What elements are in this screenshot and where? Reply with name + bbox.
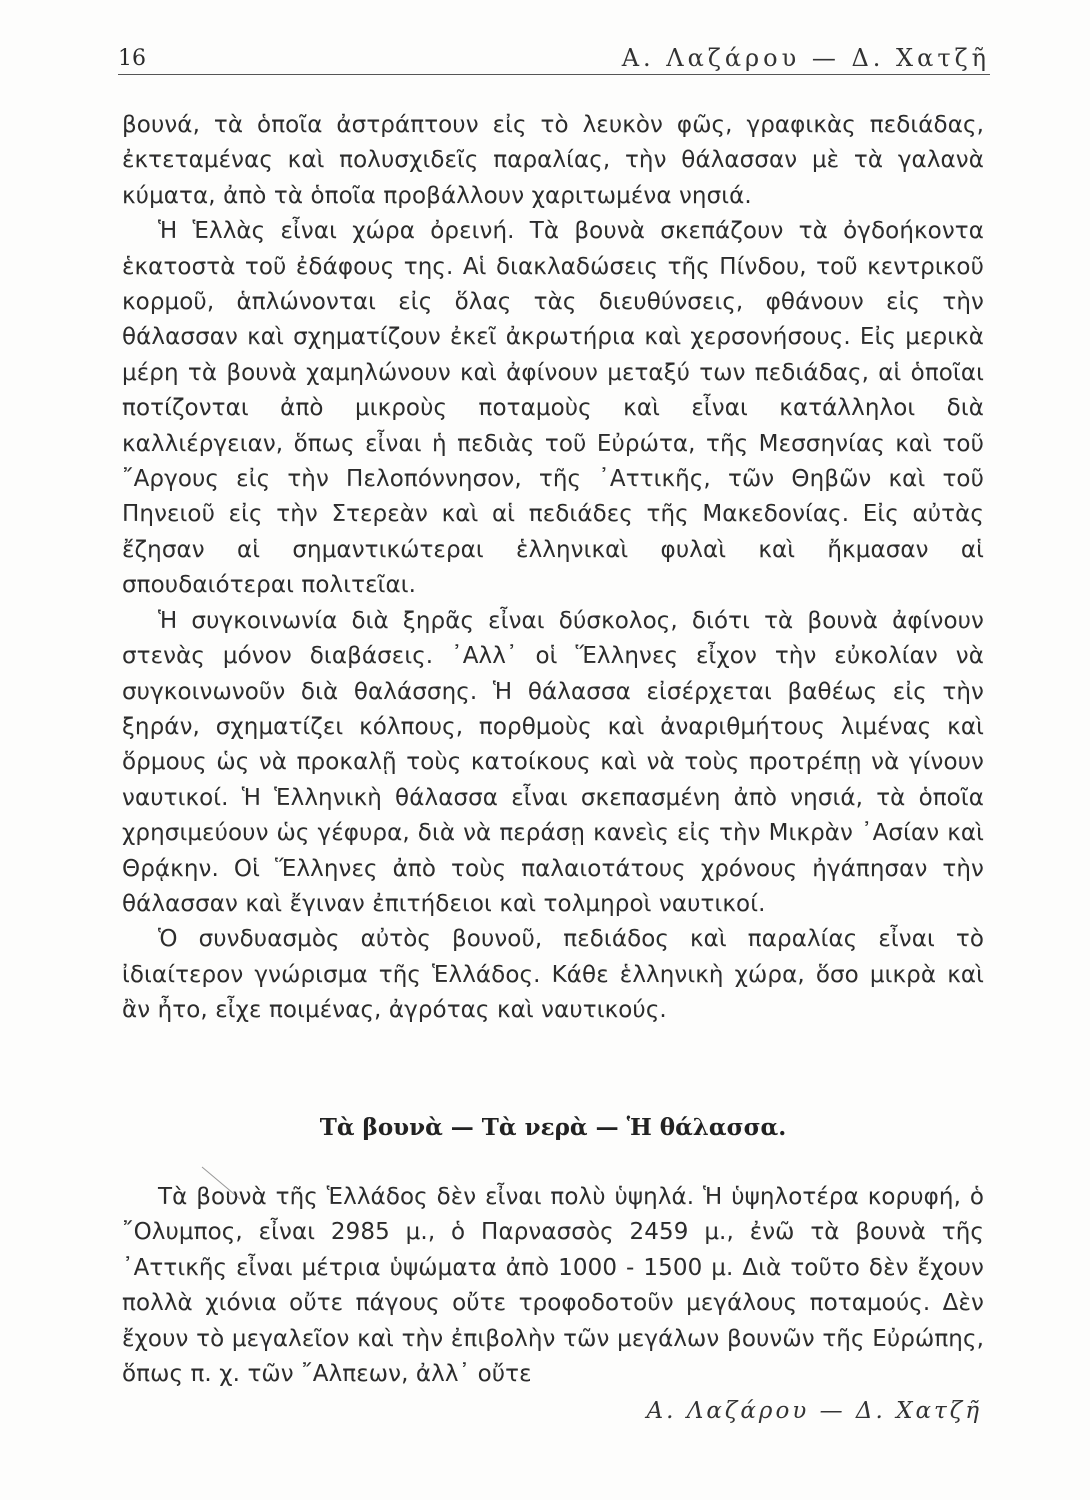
page-header bbox=[118, 40, 990, 80]
section-title: Τὰ βουνὰ — Τὰ νερὰ — Ἡ θάλασσα. bbox=[319, 1114, 787, 1141]
body-text bbox=[122, 108, 984, 1029]
page-number: 16 bbox=[118, 46, 146, 71]
paragraph: βουνά, τὰ ὁποῖα ἀστράπτουν εἰς τὸ λευκὸν φῶς, γραφικὰς πεδιάδας, ἐκτεταμένας καὶ πολυσχιδεῖς παραλίας, τὴν θάλασσαν μὲ τὰ γαλανὰ κύματα, ἀπὸ τὰ ὁποῖα προβάλλουν χαριτωμένα νησιά. bbox=[122, 112, 984, 209]
section-body-text bbox=[122, 1180, 984, 1392]
header-rule bbox=[118, 74, 990, 75]
paragraph: Ὁ συνδυασμὸς αὐτὸς βουνοῦ, πεδιάδος καὶ παραλίας εἶναι τὸ ἰδιαίτερον γνώρισμα τῆς Ἑλλάδος. Κάθε ἑλληνικὴ χώρα, ὅσο μικρὰ καὶ ἂν ἦτο, εἶχε ποιμένας, ἀγρότας καὶ ναυτικούς. bbox=[122, 926, 984, 1024]
running-head: Α. Λαζάρου — Δ. Χατζῆ bbox=[621, 44, 990, 72]
footer-signature: Α. Λαζάρου — Δ. Χατζῆ bbox=[646, 1398, 982, 1424]
paragraph: Ἡ Ἑλλὰς εἶναι χώρα ὀρεινή. Τὰ βουνὰ σκεπάζουν τὰ ὀγδοήκοντα ἑκατοστὰ τοῦ ἐδάφους της. Αἱ διακλαδώσεις τῆς Πίνδου, τοῦ κεντρικοῦ κορμοῦ, ἁπλώνονται εἰς ὅλας τὰς διευθύνσεις, φθάνουν εἰς τὴν θάλασσαν καὶ σχηματίζουν ἐκεῖ ἀκρωτήρια καὶ χερσονήσους. Εἰς μερικὰ μέρη τὰ βουνὰ χαμηλώνουν καὶ ἀφίνουν μεταξύ των πεδιάδας, αἱ ὁποῖαι ποτίζονται ἀπὸ μικροὺς ποταμοὺς καὶ εἶναι κατάλληλοι διὰ καλλιέργειαν, ὅπως εἶναι ἡ πεδιὰς τοῦ Εὐρώτα, τῆς Μεσσηνίας καὶ τοῦ ῎Αργους εἰς τὴν Πελοπόννησον, τῆς ᾿Αττικῆς, τῶν Θηβῶν καὶ τοῦ Πηνειοῦ εἰς τὴν Στερεὰν καὶ αἱ πεδιάδες τῆς Μακεδονίας. Εἰς αὐτὰς ἔζησαν αἱ σημαντικώτεραι ἑλληνικαὶ φυλαὶ καὶ ἤκμασαν αἱ σπουδαιότεραι πολιτεῖαι. bbox=[122, 218, 984, 599]
paragraph: Ἡ συγκοινωνία διὰ ξηρᾶς εἶναι δύσκολος, διότι τὰ βουνὰ ἀφίνουν στενὰς μόνον διαβάσεις. ᾿Αλλ᾿ οἱ Ἕλληνες εἶχον τὴν εὐκολίαν νὰ συγκοινωνοῦν διὰ θαλάσσης. Ἡ θάλασσα εἰσέρχεται βαθέως εἰς τὴν ξηράν, σχηματίζει κόλπους, πορθμοὺς καὶ ἀναριθμήτους λιμένας καὶ ὅρμους ὡς νὰ προκαλῇ τοὺς κατοίκους καὶ νὰ τοὺς προτρέπῃ νὰ γίνουν ναυτικοί. Ἡ Ἑλληνικὴ θάλασσα εἶναι σκεπασμένη ἀπὸ νησιά, τὰ ὁποῖα χρησιμεύουν ὡς γέφυρα, διὰ νὰ περάσῃ κανεὶς εἰς τὴν Μικρὰν ᾿Ασίαν καὶ Θρᾴκην. Οἱ Ἕλληνες ἀπὸ τοὺς παλαιοτάτους χρόνους ἠγάπησαν τὴν θάλασσαν καὶ ἔγιναν ἐπιτήδειοι καὶ τολμηροὶ ναυτικοί. bbox=[122, 607, 984, 917]
paragraph: Τὰ βουνὰ τῆς Ἑλλάδος δὲν εἶναι πολὺ ὑψηλά. Ἡ ὑψηλοτέρα κορυφή, ὁ ῎Ολυμπος, εἶναι 2985 μ., ὁ Παρνασσὸς 2459 μ., ἐνῶ τὰ βουνὰ τῆς ᾿Αττικῆς εἶναι μέτρια ὑψώματα ἀπὸ 1000 - 1500 μ. Διὰ τοῦτο δὲν ἔχουν πολλὰ χιόνια οὔτε πάγους οὔτε τροφοδοτοῦν μεγάλους ποταμούς. Δὲν ἔχουν τὸ μεγαλεῖον καὶ τὴν ἐπιβολὴν τῶν μεγάλων βουνῶν τῆς Εὐρώπης, ὅπως π. χ. τῶν ῎Αλπεων, ἀλλ᾿ οὔτε bbox=[122, 1184, 984, 1388]
